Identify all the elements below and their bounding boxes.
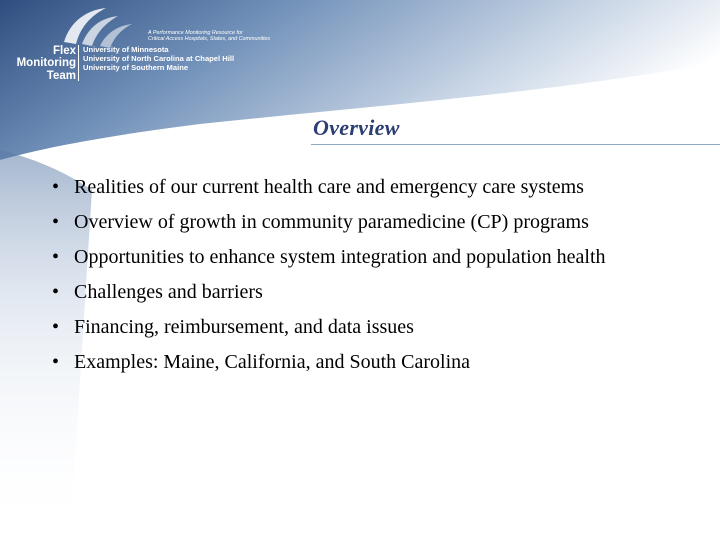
bullet-glyph: • <box>52 351 60 373</box>
bullet-item <box>52 279 702 305</box>
tagline-line: Critical Access Hospitals, States, and Communities <box>148 36 271 43</box>
header-logo-area <box>0 0 720 110</box>
university-name: University of Minnesota <box>83 45 169 54</box>
brand-line: Monitoring <box>16 57 76 70</box>
brand-line: Team <box>46 69 76 82</box>
bullet-glyph: • <box>52 211 60 233</box>
bullet-glyph: • <box>52 316 60 338</box>
bullet-text: Financing, reimbursement, and data issues <box>74 316 414 338</box>
bullet-item <box>52 209 702 235</box>
brand-divider <box>78 45 79 81</box>
university-list <box>83 45 234 73</box>
bullet-glyph: • <box>52 176 60 198</box>
bullet-item <box>52 314 702 340</box>
brand-line: Flex <box>52 45 76 57</box>
bullet-text: Examples: Maine, California, and South Carolina <box>74 351 471 373</box>
bullet-text: Opportunities to enhance system integration and population health <box>74 246 606 268</box>
slide-title: Overview <box>313 115 400 140</box>
brand-name <box>6 45 76 82</box>
university-name: University of North Carolina at Chapel Hill <box>83 54 235 64</box>
bullet-glyph: • <box>52 246 60 268</box>
bullet-text: Overview of growth in community paramedicine (CP) programs <box>74 211 589 233</box>
bullet-item <box>52 174 702 200</box>
bullet-text: Realities of our current health care and emergency care systems <box>74 176 584 198</box>
bullet-item <box>52 244 702 270</box>
university-name: University of Southern Maine <box>83 63 189 73</box>
tagline <box>148 30 271 43</box>
bullet-glyph: • <box>52 281 60 303</box>
flex-monitoring-logo-icon <box>60 4 140 48</box>
tagline-line: A Performance Monitoring Resource for <box>148 30 243 36</box>
bullet-list <box>52 174 702 384</box>
bullet-item <box>52 349 702 375</box>
bullet-text: Challenges and barriers <box>74 281 263 303</box>
title-underline <box>311 144 720 145</box>
